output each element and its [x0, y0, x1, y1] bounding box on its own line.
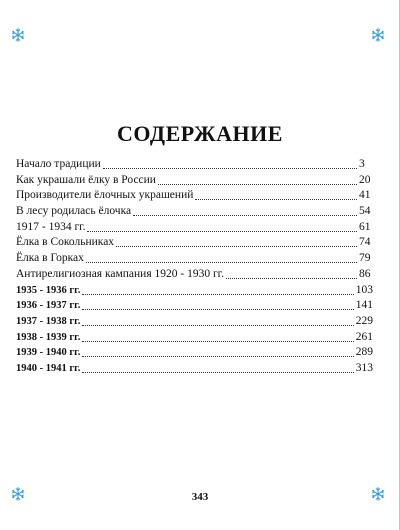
dot-leader	[86, 253, 357, 263]
toc-entry-page: 74	[359, 236, 371, 249]
dot-leader	[116, 237, 357, 247]
dot-leader	[158, 175, 357, 185]
toc-entry-title: В лесу родилась ёлочка	[16, 205, 132, 218]
dot-leader	[82, 300, 353, 310]
dot-leader	[226, 269, 357, 279]
toc-entry-page: 3	[359, 158, 365, 170]
toc-entry[interactable]	[16, 314, 373, 330]
toc-entry-title: Антирелигиозная кампания 1920 - 1930 гг.	[16, 267, 224, 280]
toc-entry-page: 229	[355, 314, 373, 327]
toc-entry-title: 1939 - 1940 гг.	[16, 347, 81, 359]
table-of-contents	[16, 157, 373, 377]
dot-leader	[87, 222, 357, 232]
toc-entry[interactable]	[16, 157, 373, 173]
toc-entry-title: Как украшали ёлку в России	[16, 173, 156, 186]
toc-entry-title: 1935 - 1936 гг.	[16, 284, 81, 296]
toc-entry-page: 261	[355, 330, 373, 343]
toc-entry[interactable]	[16, 361, 373, 377]
toc-entry[interactable]	[16, 204, 373, 220]
toc-entry[interactable]	[16, 345, 373, 361]
page-number: 343	[191, 491, 209, 503]
toc-entry-page: 313	[355, 361, 373, 374]
toc-entry[interactable]	[16, 283, 373, 299]
dot-leader	[133, 206, 357, 216]
dot-leader	[195, 190, 357, 200]
dot-leader	[82, 316, 353, 326]
toc-entry[interactable]	[16, 173, 373, 189]
toc-entry-page: 103	[355, 283, 373, 296]
toc-entry[interactable]	[16, 330, 373, 346]
toc-entry[interactable]	[16, 188, 373, 204]
toc-entry[interactable]	[16, 220, 373, 236]
toc-entry-page: 61	[359, 220, 371, 233]
toc-entry[interactable]	[16, 251, 373, 267]
toc-entry-page: 20	[359, 173, 371, 186]
toc-entry[interactable]	[16, 267, 373, 283]
toc-entry-page: 289	[355, 346, 373, 359]
toc-entry-page: 41	[359, 189, 371, 202]
toc-entry-title: Производители ёлочных украшений	[16, 189, 194, 202]
toc-entry-title: 1940 - 1941 гг.	[16, 362, 81, 374]
toc-entry-page: 79	[359, 252, 371, 265]
dot-leader	[82, 347, 353, 357]
toc-entry-page: 86	[359, 267, 371, 280]
snowflake-icon	[371, 28, 385, 42]
toc-entry-title: 1938 - 1939 гг.	[16, 331, 81, 343]
toc-entry-title: Начало традиции	[16, 158, 101, 170]
toc-entry[interactable]	[16, 298, 373, 314]
snowflake-icon	[11, 28, 25, 42]
dot-leader	[82, 363, 353, 373]
page-title: СОДЕРЖАНИЕ	[117, 121, 283, 146]
toc-entry-title: Ёлка в Горках	[16, 252, 84, 265]
toc-entry-page: 54	[359, 205, 371, 218]
toc-entry-title: 1937 - 1938 гг.	[16, 315, 81, 327]
toc-entry-title: Ёлка в Сокольниках	[16, 236, 115, 249]
dot-leader	[82, 285, 353, 295]
toc-entry[interactable]	[16, 235, 373, 251]
toc-entry-title: 1917 - 1934 гг.	[16, 220, 86, 233]
toc-entry-title: 1936 - 1937 гг.	[16, 300, 81, 312]
toc-entry-page: 141	[355, 299, 373, 312]
dot-leader	[103, 159, 357, 169]
dot-leader	[82, 332, 353, 342]
